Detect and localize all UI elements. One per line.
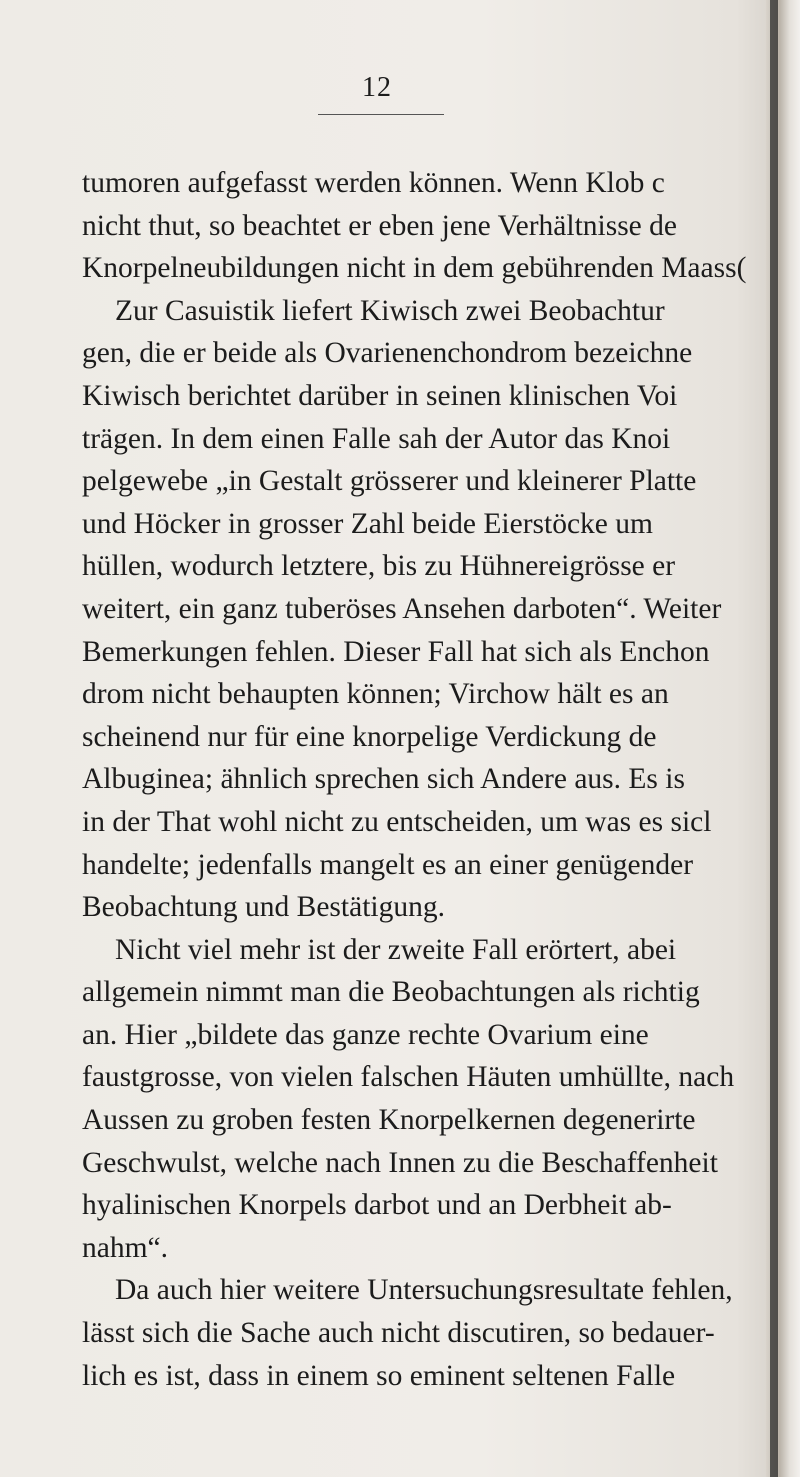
text-line: Aussen zu groben festen Knorpelkernen degenerirte: [82, 1104, 696, 1137]
text-line: Bemerkungen fehlen. Dieser Fall hat sich als Enchon: [82, 635, 710, 668]
text-line: und Höcker in grosser Zahl beide Eierstöcke um: [82, 507, 653, 540]
text-line: hyalinischen Knorpels darbot und an Derbheit ab-: [82, 1189, 672, 1222]
body-text: [82, 162, 772, 1397]
text-line: weitert, ein ganz tuberöses Ansehen darboten“. Weiter: [82, 592, 722, 625]
header-rule: [318, 114, 444, 115]
text-line: an. Hier „bildete das ganze rechte Ovarium eine: [82, 1018, 649, 1051]
text-line: faustgrosse, von vielen falschen Häuten umhüllte, nach: [82, 1061, 735, 1094]
text-line: nicht thut, so beachtet er eben jene Verhältnisse de: [82, 209, 677, 242]
text-line: handelte; jedenfalls mangelt es an einer genügender: [82, 848, 694, 881]
text-line: Da auch hier weitere Untersuchungsresultate fehlen,: [115, 1274, 733, 1307]
text-line: Zur Casuistik liefert Kiwisch zwei Beobachtur: [115, 294, 665, 327]
text-line: nahm“.: [82, 1231, 169, 1264]
text-line: lich es ist, dass in einem so eminent seltenen Falle: [82, 1359, 676, 1392]
text-line: lässt sich die Sache auch nicht discutiren, so bedauer-: [82, 1317, 715, 1350]
text-line: in der That wohl nicht zu entscheiden, um was es sicl: [82, 805, 712, 838]
text-line: drom nicht behaupten können; Virchow hält es an: [82, 678, 669, 711]
text-line: hüllen, wodurch letztere, bis zu Hühnereigrösse er: [82, 550, 676, 583]
text-line: Nicht viel mehr ist der zweite Fall erörtert, abei: [115, 933, 677, 966]
page-number: 12: [362, 72, 392, 103]
text-line: allgemein nimmt man die Beobachtungen als richtig: [82, 976, 700, 1009]
text-line: trägen. In dem einen Falle sah der Autor das Knoi: [82, 422, 671, 455]
text-line: Kiwisch berichtet darüber in seinen klinischen Voi: [82, 379, 678, 412]
text-line: Geschwulst, welche nach Innen zu die Beschaffenheit: [82, 1146, 718, 1179]
text-line: tumoren aufgefasst werden können. Wenn Klob c: [82, 167, 665, 199]
text-line: gen, die er beide als Ovarienenchondrom bezeichne: [82, 337, 693, 370]
text-line: pelgewebe „in Gestalt grösserer und kleinerer Platte: [82, 465, 697, 498]
text-line: Beobachtung und Bestätigung.: [82, 891, 445, 924]
text-line: Knorpelneubildungen nicht in dem gebührenden Maass(: [82, 252, 747, 285]
text-line: scheinend nur für eine knorpelige Verdickung de: [82, 720, 657, 753]
text-line: Albuginea; ähnlich sprechen sich Andere aus. Es is: [82, 763, 685, 796]
